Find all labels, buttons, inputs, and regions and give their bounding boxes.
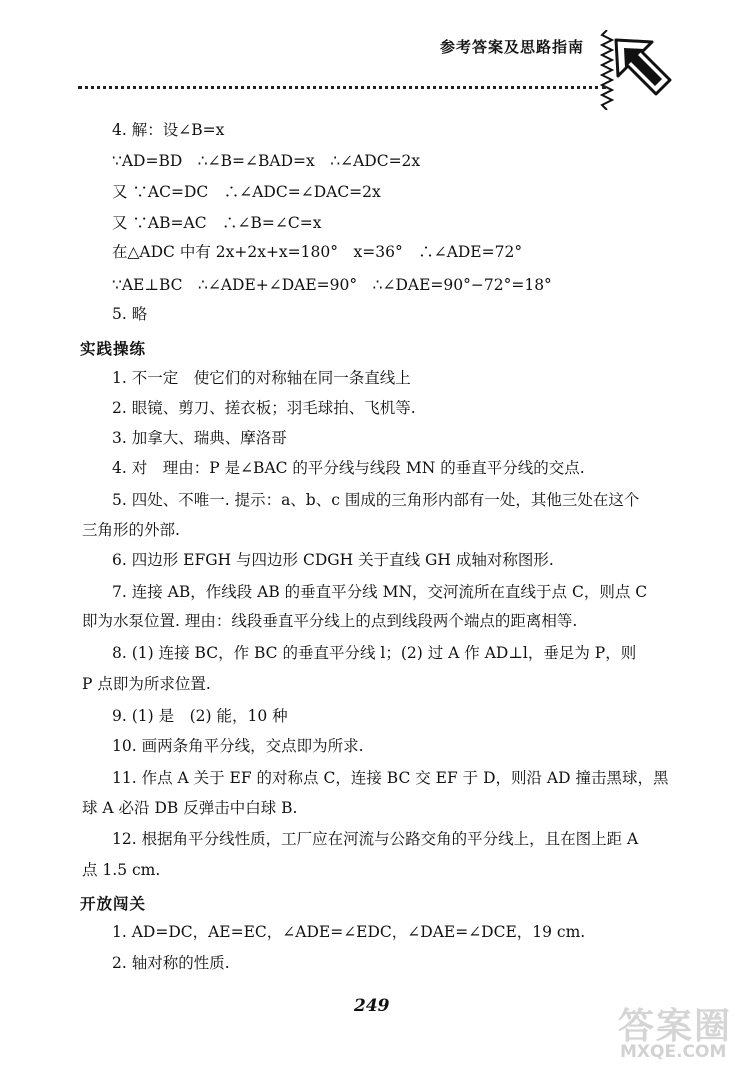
answer-line: 4. 解：设∠B=x xyxy=(112,121,225,139)
practice-line: 12. 根据角平分线性质，工厂应在河流与公路交角的平分线上，且在图上距 A xyxy=(112,830,639,848)
practice-line: 1. 不一定 使它们的对称轴在同一条直线上 xyxy=(112,369,411,387)
answer-line: ∵AE⊥BC ∴∠ADE+∠DAE=90° ∴∠DAE=90°−72°=18° xyxy=(112,276,552,294)
practice-line: 10. 画两条角平分线，交点即为所求. xyxy=(112,737,364,755)
practice-line: 2. 眼镜、剪刀、搓衣板；羽毛球拍、飞机等. xyxy=(112,399,416,417)
answer-line: 5. 略 xyxy=(112,305,148,323)
practice-line: 3. 加拿大、瑞典、摩洛哥 xyxy=(112,429,287,447)
practice-line: 6. 四边形 EFGH 与四边形 CDGH 关于直线 GH 成轴对称图形. xyxy=(112,551,554,569)
open-line: 2. 轴对称的性质. xyxy=(112,954,230,972)
watermark-text: 答案圈 xyxy=(618,1006,733,1047)
arrow-up-left-icon xyxy=(612,36,674,98)
answer-line: 又 ∵AB=AC ∴∠B=∠C=x xyxy=(112,214,322,232)
header-divider xyxy=(78,86,606,89)
practice-line: 4. 对 理由：P 是∠BAC 的平分线与线段 MN 的垂直平分线的交点. xyxy=(112,459,585,477)
practice-line: 11. 作点 A 关于 EF 的对称点 C，连接 BC 交 EF 于 D，则沿 AD 撞击黑球，黑 xyxy=(112,769,669,787)
practice-line: 三角形的外部. xyxy=(82,521,180,539)
practice-line: 球 A 必沿 DB 反弹击中白球 B. xyxy=(82,799,298,817)
watermark-url: MXQE.COM xyxy=(620,1042,727,1062)
watermark-logo xyxy=(612,998,742,1064)
practice-line: 即为水泵位置. 理由：线段垂直平分线上的点到线段两个端点的距离相等. xyxy=(82,612,578,630)
page-number: 249 xyxy=(354,996,390,1016)
practice-line: 9. (1) 是 (2) 能，10 种 xyxy=(112,707,288,725)
open-line: 1. AD=DC，AE=EC，∠ADE=∠EDC，∠DAE=∠DCE，19 cm. xyxy=(112,923,586,941)
answer-line: 又 ∵AC=DC ∴∠ADC=∠DAC=2x xyxy=(112,183,381,201)
section-title-practice: 实践操练 xyxy=(80,340,147,358)
practice-line: 点 1.5 cm. xyxy=(82,861,161,879)
practice-line: P 点即为所求位置. xyxy=(82,675,211,693)
practice-line: 7. 连接 AB，作线段 AB 的垂直平分线 MN，交河流所在直线于点 C，则点 C xyxy=(112,583,648,601)
answer-line: ∵AD=BD ∴∠B=∠BAD=x ∴∠ADC=2x xyxy=(112,152,421,170)
practice-line: 5. 四处、不唯一. 提示：a、b、c 围成的三角形内部有一处，其他三处在这个 xyxy=(112,491,640,509)
answer-line: 在△ADC 中有 2x+2x+x=180° x=36° ∴∠ADE=72° xyxy=(112,243,523,261)
practice-line: 8. (1) 连接 BC，作 BC 的垂直平分线 l；(2) 过 A 作 AD⊥l，垂足为 P，则 xyxy=(112,644,637,662)
section-title-open: 开放闯关 xyxy=(80,895,147,913)
header-title: 参考答案及思路指南 xyxy=(440,38,585,56)
